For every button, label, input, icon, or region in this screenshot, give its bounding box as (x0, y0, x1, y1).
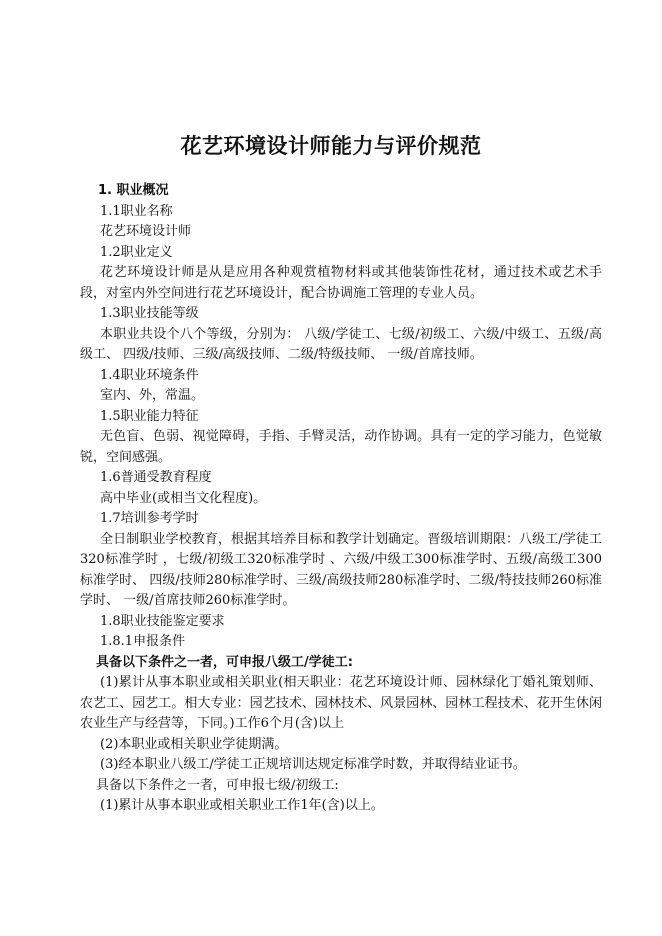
condition-heading: 具备以下条件之一者，可申报七级/初级工: (96, 777, 339, 793)
subsection-heading: 1.1职业名称 (100, 203, 173, 219)
subsection-heading: 1.5职业能力特征 (100, 408, 199, 424)
paragraph: 无色盲、色弱、视觉障碍，手指、手臂灵活，动作协调。具有一定的学习能力，色觉敏锐，空间感强。 (80, 429, 602, 465)
paragraph: 本职业共设个八个等级，分别为： 八级/学徒工、七级/初级工、六级/中级工、五级/高级工、 四级/技师、三级/高级技师、二级/特级技师、 一级/首席技师。 (80, 326, 602, 362)
subsection-heading: 1.8.1申报条件 (100, 634, 186, 649)
paragraph: 花艺环境设计师 (100, 224, 192, 239)
document-title: 花艺环境设计师能力与评价规范 (180, 134, 482, 158)
subsection-heading: 1.7培训参考学时 (100, 511, 199, 526)
subsection-heading: 1.8职业技能鉴定要求 (100, 613, 225, 629)
subsection-heading: 1.6普通受教育程度 (100, 470, 212, 485)
subsection-heading: 1.2职业定义 (100, 244, 173, 260)
paragraph: 高中毕业(或相当文化程度)。 (100, 490, 267, 506)
subsection-heading: 1.4职业环境条件 (100, 367, 199, 383)
condition-heading: 具备以下条件之一者，可申报八级工/学徒工: (96, 654, 353, 670)
list-item: (2)本职业或相关职业学徒期满。 (100, 736, 288, 752)
list-item: (1)累计从事本职业或相关职业工作1年(含)以上。 (100, 798, 384, 813)
paragraph: 花艺环境设计师是从是应用各种观赏植物材料或其他装饰性花材，通过技术或艺术手段，对室内外空间进行花艺环境设计，配合协调施工管理的专业人员。 (80, 265, 602, 301)
list-item: (1)累计从事本职业或相关职业(相天职业：花艺环境设计师、园林绿化丁婚礼策划师、农艺工、园艺工。相大专业：园艺技术、园林技术、风景园林、园林工程技术、花开生休闲农业生产与经营等，下同。)工作6个月(含)以上 (80, 675, 602, 731)
paragraph: 全日制职业学校教育，根据其培养目标和教学计划确定。晋级培训期限：八级工/学徒工320标准学时 ，七级/初级工320标准学时 、六级/中级工300标准学时、五级/高级工300标准学时、 四级/技师280标准学时、三级/高级技师280标准学时、二级/特技技师260标准学时、 一级/首席技师260标准学时。 (80, 531, 602, 608)
list-item: (3)经本职业八级工/学徒工正规培训达规定标准学时数，并取得结业证书。 (100, 757, 526, 772)
paragraph: 室内、外，常温。 (100, 388, 205, 403)
document-body (80, 181, 602, 817)
section-heading: 1. 职业概况 (98, 183, 169, 198)
subsection-heading: 1.3职业技能等级 (100, 306, 199, 321)
